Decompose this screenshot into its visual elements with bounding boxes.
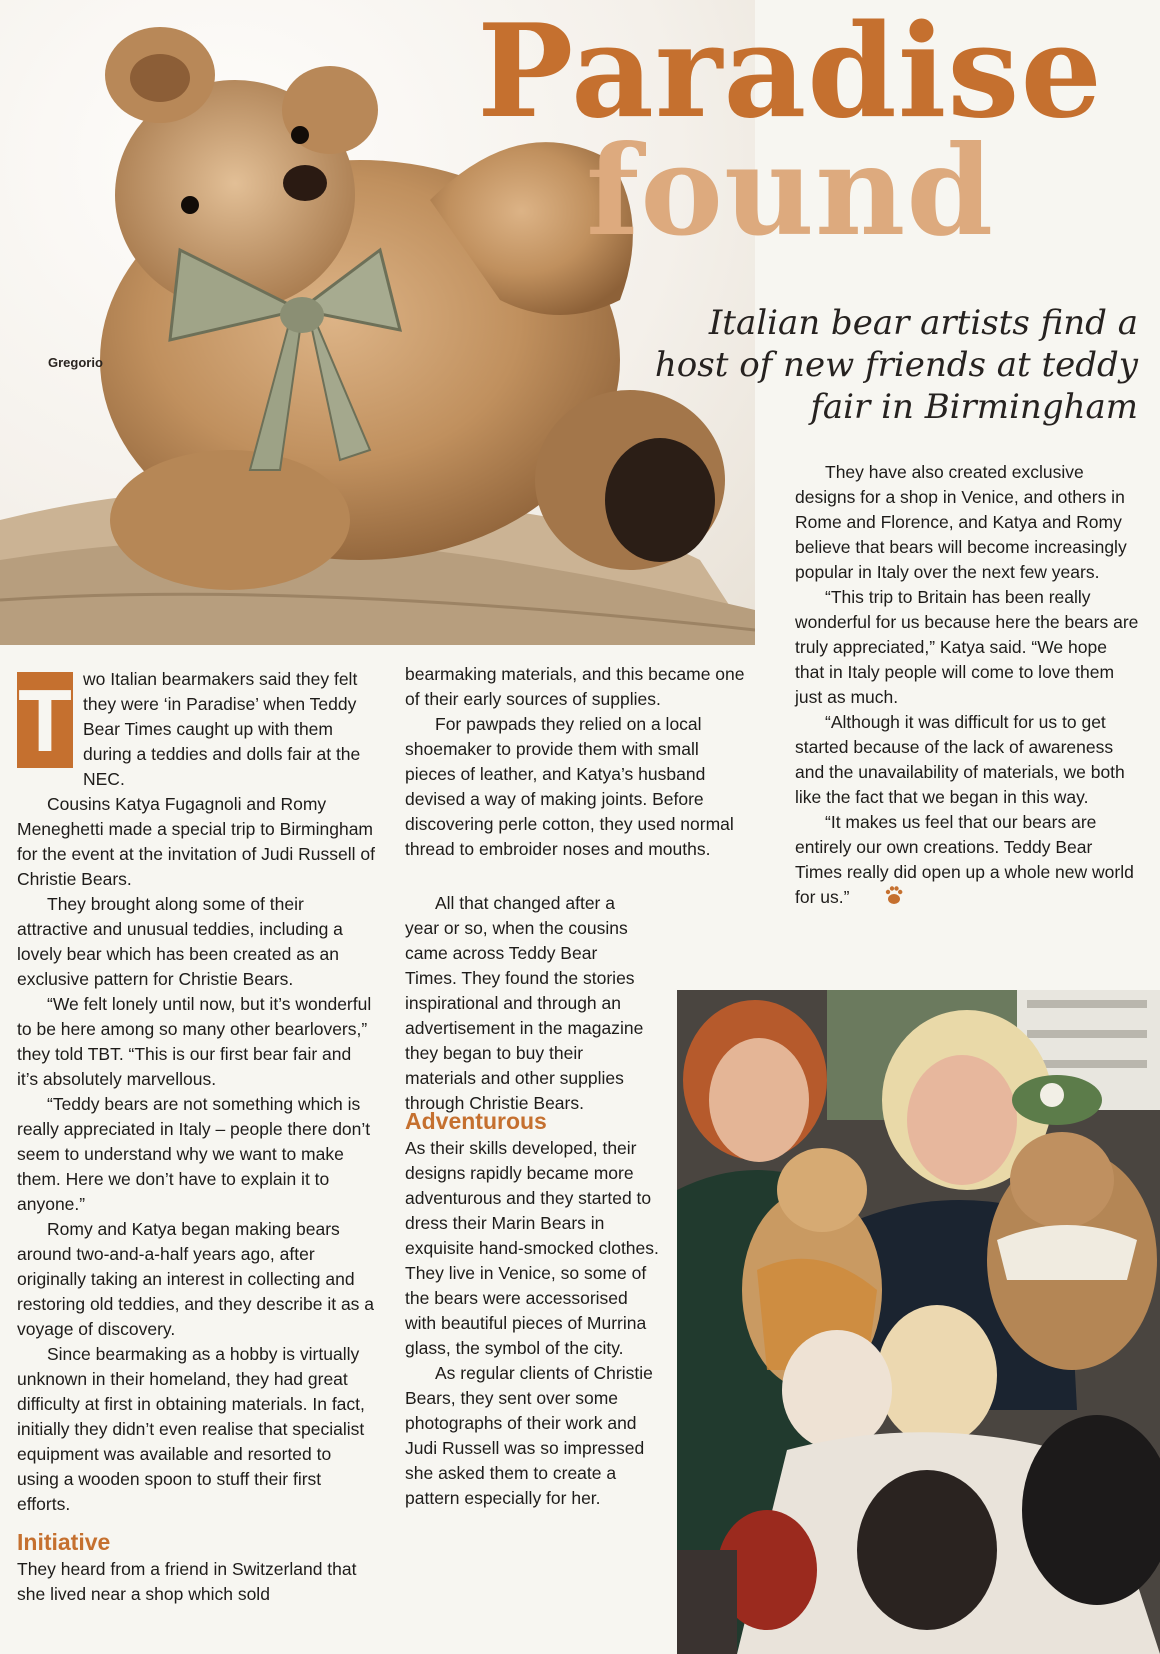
body-paragraph: Romy and Katya began making bears around two-and-a-half years ago, after originally taking an interest in collecting and restoring old teddies, and they describe it as a voyage of discovery. xyxy=(17,1219,375,1339)
headline xyxy=(420,0,1160,264)
body-paragraph: For pawpads they relied on a local shoemaker to provide them with small pieces of leather, and Katya’s husband devised a way of making joints. Before discovering perle cotton, they used normal thread to embroider noses and mouths. xyxy=(405,714,734,859)
body-paragraph: They have also created exclusive designs for a shop in Venice, and others in Rome and Florence, and Katya and Romy believe that bears will become increasingly popular in Italy over the next few years. xyxy=(795,462,1127,582)
article-column-3 xyxy=(795,460,1140,912)
photo-caption: Gregorio xyxy=(48,355,103,370)
body-paragraph: All that changed after a year or so, when the cousins came across Teddy Bear Times. They found the stories inspirational and through an advertisement in the magazine they began to buy their materials and other supplies through Christie Bears. xyxy=(405,893,644,1113)
section-heading-adventurous: Adventurous xyxy=(405,1108,547,1134)
bearmakers-photo xyxy=(677,990,1160,1654)
body-paragraph: They heard from a friend in Switzerland that she lived near a shop which sold xyxy=(17,1559,357,1604)
headline-line-1: Paradise xyxy=(477,0,1103,147)
article-column-1 xyxy=(17,667,377,1607)
bearmakers-illustration xyxy=(677,990,1160,1654)
body-paragraph: As their skills developed, their designs rapidly became more adventurous and they started to dress their Marin Bears in exquisite hand-smocked clothes. They live in Venice, so some of the bears were accessorised with beautiful pieces of Murrina glass, the symbol of the city. xyxy=(405,1138,659,1358)
body-paragraph: Cousins Katya Fugagnoli and Romy Meneghetti made a special trip to Birmingham for the event at the invitation of Judi Russell of Christie Bears. xyxy=(17,794,375,889)
paw-print-icon xyxy=(855,885,903,912)
body-paragraph: As regular clients of Christie Bears, they sent over some photographs of their work and Judi Russell was so impressed she asked them to create a pattern especially for her. xyxy=(405,1363,653,1508)
body-paragraph: “Although it was difficult for us to get started because of the lack of awareness and the unavailability of materials, we both like the fact that we began in this way. xyxy=(795,712,1125,807)
subheadline: Italian bear artists find a host of new friends at teddy fair in Birmingham xyxy=(654,303,1138,427)
body-paragraph: “We felt lonely until now, but it’s wonderful to be here among so many other bearlovers,” they told TBT. “This is our first bear fair and it’s absolutely marvellous. xyxy=(17,994,372,1089)
section-heading-initiative: Initiative xyxy=(17,1529,111,1555)
drop-cap: T xyxy=(18,671,72,770)
headline-line-2: found xyxy=(585,119,995,264)
article-column-2-adventurous xyxy=(405,1106,660,1511)
body-paragraph: “Teddy bears are not something which is really appreciated in Italy – people there don’t seem to understand why we want to make them. Here we don’t have to explain it to anyone.” xyxy=(17,1094,371,1214)
closing-text: “It makes us feel that our bears are entirely our own creations. Teddy Bear Times really did open up a whole new world for us.” xyxy=(795,812,1134,907)
body-paragraph: Since bearmaking as a hobby is virtually unknown in their homeland, they had great difficulty at first in obtaining materials. In fact, initially they didn’t even realise that specialist equipment was available and resorted to using a wooden spoon to stuff their first efforts. xyxy=(17,1344,365,1514)
article-column-2-continued xyxy=(405,891,645,1116)
intro-paragraph xyxy=(17,667,377,792)
body-paragraph xyxy=(795,810,1140,912)
intro-text: wo Italian bearmakers said they felt they were ‘in Paradise’ when Teddy Bear Times caught up with them during a teddies and dolls fair at the NEC. xyxy=(83,669,361,789)
body-paragraph: They brought along some of their attractive and unusual teddies, including a lovely bear which has been created as an exclusive pattern for Christie Bears. xyxy=(17,894,343,989)
article-column-2 xyxy=(405,662,750,862)
body-paragraph: bearmaking materials, and this became one of their early sources of supplies. xyxy=(405,664,745,709)
body-paragraph: “This trip to Britain has been really wonderful for us because here the bears are truly appreciated,” Katya said. “We hope that in Italy people will come to love them just as much. xyxy=(795,587,1139,707)
